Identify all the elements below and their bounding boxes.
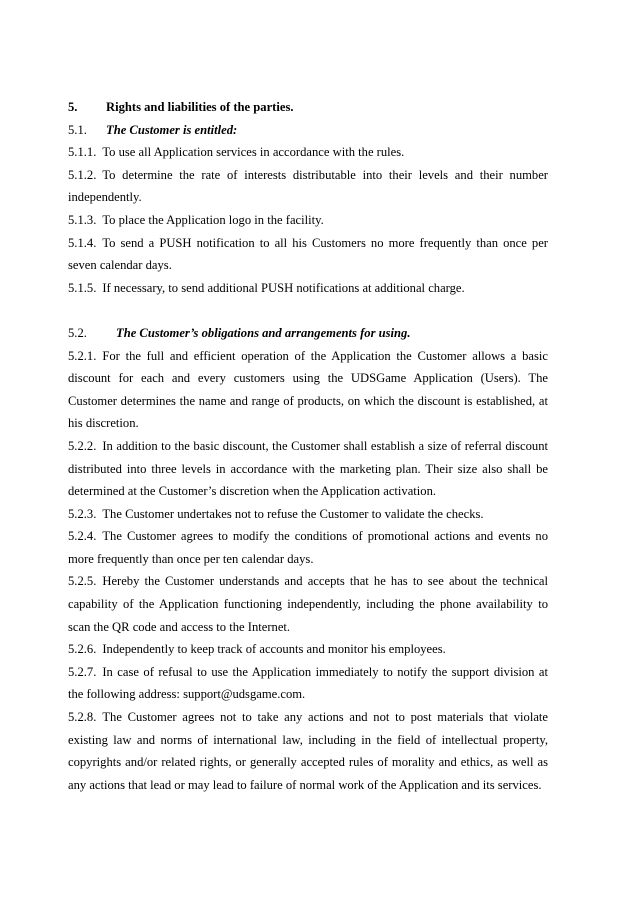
subsection-number: 5.1. [68, 122, 87, 137]
clause-number: 5.2.4. [68, 529, 97, 544]
clause-number: 5.1.5. [68, 280, 97, 295]
subsection-title: The Customer is entitled: [106, 122, 238, 137]
clause-number: 5.2.6. [68, 642, 97, 657]
clause-5-2-3 [68, 503, 548, 526]
clause-number: 5.1.1. [68, 145, 97, 160]
section-title: Rights and liabilities of the parties. [106, 100, 294, 114]
subsection-5-1-heading [68, 119, 548, 142]
clause-text: To place the Application logo in the facility. [102, 212, 324, 227]
clause-number: 5.1.2. [68, 167, 97, 182]
clause-5-2-6 [68, 638, 548, 661]
clause-5-2-4 [68, 525, 548, 570]
clause-number: 5.1.3. [68, 212, 97, 227]
clause-number: 5.2.3. [68, 506, 97, 521]
clause-number: 5.2.8. [68, 710, 97, 725]
clause-text: In addition to the basic discount, the Customer shall establish a size of referral discount distributed into three levels in accordance with the marketing plan. Their size also shall be determined at the Customer’s discretion when the Application activation. [68, 438, 548, 499]
clause-5-2-8 [68, 706, 548, 796]
clause-text: To determine the rate of interests distributable into their levels and their number independently. [68, 167, 548, 205]
clause-number: 5.2.7. [68, 664, 97, 679]
clause-number: 5.2.5. [68, 574, 97, 589]
clause-text: The Customer undertakes not to refuse the Customer to validate the checks. [102, 506, 484, 521]
clause-number: 5.2.1. [68, 348, 97, 363]
section-heading [68, 96, 548, 119]
subsection-5-2-heading [68, 322, 548, 345]
clause-text: Independently to keep track of accounts and monitor his employees. [102, 642, 446, 657]
clause-5-2-2 [68, 435, 548, 503]
clause-5-2-5 [68, 570, 548, 638]
clause-text: Hereby the Customer understands and accepts that he has to see about the technical capability of the Application functioning independently, including the phone availability to scan the QR code and access to the Internet. [68, 574, 548, 634]
clause-5-1-4 [68, 232, 548, 277]
subsection-number: 5.2. [68, 325, 87, 340]
clause-text: In case of refusal to use the Application immediately to notify the support division at the following address: support@udsgame.com. [68, 664, 548, 702]
clause-5-1-5 [68, 277, 548, 300]
spacer [68, 299, 548, 322]
clause-number: 5.1.4. [68, 235, 97, 250]
clause-5-2-7 [68, 661, 548, 706]
clause-text: To send a PUSH notification to all his Customers no more frequently than once per seven calendar days. [68, 235, 548, 273]
section-number: 5. [68, 100, 78, 114]
clause-text: If necessary, to send additional PUSH notifications at additional charge. [102, 280, 465, 295]
document-page [68, 96, 548, 796]
clause-text: To use all Application services in accordance with the rules. [102, 145, 405, 160]
clause-5-1-2 [68, 164, 548, 209]
clause-5-1-3 [68, 209, 548, 232]
clause-number: 5.2.2. [68, 438, 97, 453]
clause-5-1-1 [68, 141, 548, 164]
clause-text: The Customer agrees to modify the conditions of promotional actions and events no more frequently than once per ten calendar days. [68, 529, 548, 566]
subsection-title: The Customer’s obligations and arrangements for using. [116, 325, 411, 340]
clause-text: For the full and efficient operation of the Application the Customer allows a basic discount for each and every customers using the UDSGame Application (Users). The Customer determines the name and range of products, on which the discount is established, at his discretion. [68, 348, 548, 431]
clause-5-2-1 [68, 345, 548, 435]
clause-text: The Customer agrees not to take any actions and not to post materials that violate existing law and norms of international law, including in the field of intellectual property, copyrights and/or related rights, or generally accepted rules of morality and ethics, as well as any actions that lead or may lead to failure of normal work of the Application and its services. [68, 710, 548, 792]
